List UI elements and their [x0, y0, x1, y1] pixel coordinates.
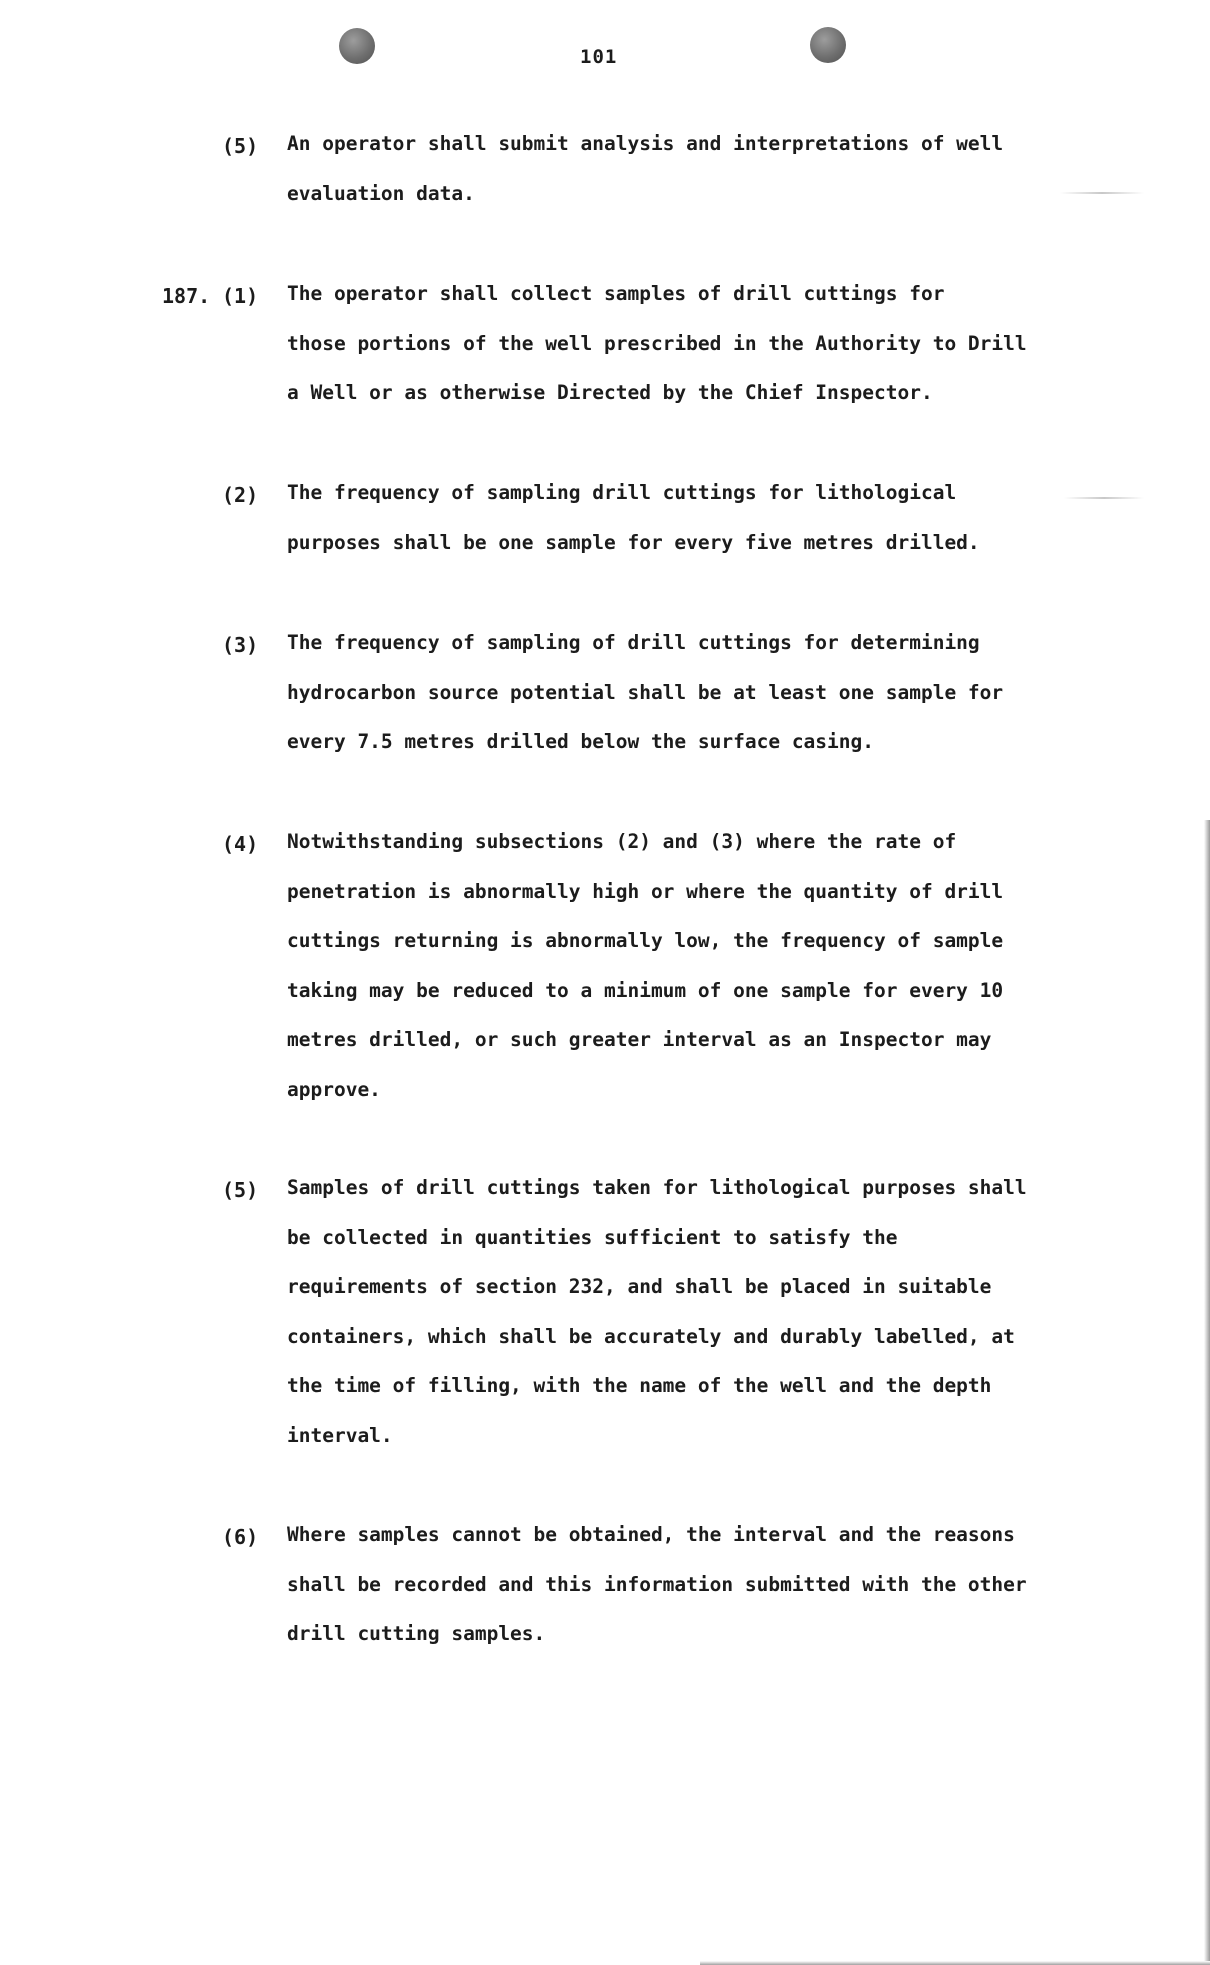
- page-edge-shadow: [1204, 820, 1210, 1965]
- page-number: 101: [580, 46, 618, 68]
- clause-text: Notwithstanding subsections (2) and (3) where the rate of penetration is abnormally high or where the quantity of drill cuttings returning is abnormally low, the frequency of sample taking may be reduced to a minimum of one sample for every 10 metres drilled, or such greater interval as an Inspector may approve.: [287, 830, 1004, 1101]
- subsection-number: (1): [222, 284, 259, 308]
- punch-hole-left: [339, 28, 375, 64]
- clause-text: Where samples cannot be obtained, the interval and the reasons shall be recorded and this information submitted with the other drill cutting samples.: [287, 1523, 1027, 1645]
- subsection-number: (3): [222, 633, 259, 657]
- subsection-number: (5): [222, 134, 259, 158]
- subsection-number: (2): [222, 483, 259, 507]
- subsection-number: (5): [222, 1178, 259, 1202]
- subsection-number: (6): [222, 1525, 259, 1549]
- scan-smudge: [1060, 192, 1144, 194]
- clause-text: Samples of drill cuttings taken for lithological purposes shall be collected in quantities sufficient to satisfy the requirements of section 232, and shall be placed in suitable containers, which shall be accurately and durably labelled, at the time of filling, with the name of the well and the depth interval.: [287, 1176, 1027, 1447]
- clause-text: An operator shall submit analysis and interpretations of well evaluation data.: [287, 132, 1004, 205]
- page-bottom-shadow: [700, 1961, 1210, 1965]
- section-number: 187.: [162, 284, 211, 308]
- subsection-number: (4): [222, 832, 259, 856]
- punch-hole-right: [810, 27, 846, 63]
- clause-text: The frequency of sampling drill cuttings for lithological purposes shall be one sample for every five metres drilled.: [287, 481, 980, 554]
- scan-smudge: [1064, 497, 1144, 499]
- clause-text: The operator shall collect samples of drill cuttings for those portions of the well prescribed in the Authority to Drill a Well or as otherwise Directed by the Chief Inspector.: [287, 282, 1027, 404]
- clause-text: The frequency of sampling of drill cuttings for determining hydrocarbon source potential shall be at least one sample for every 7.5 metres drilled below the surface casing.: [287, 631, 1004, 753]
